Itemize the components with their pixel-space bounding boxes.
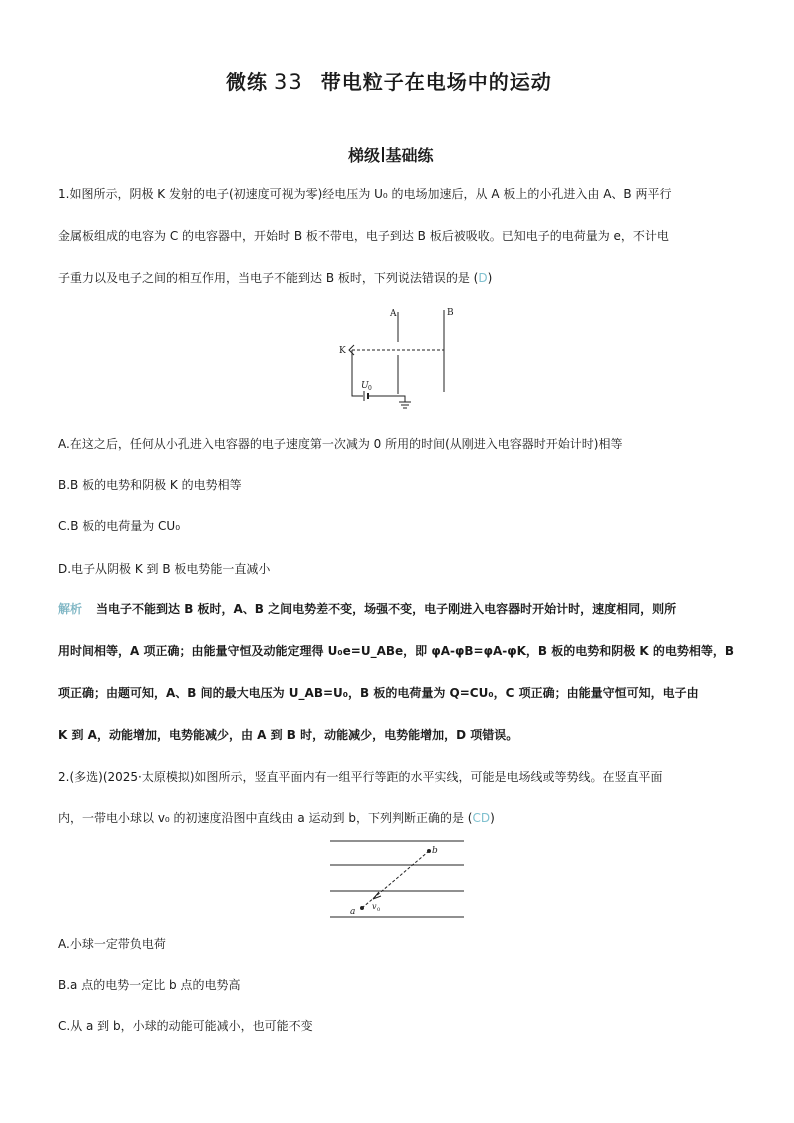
label-u: U — [361, 381, 369, 391]
q1-close: ) — [487, 271, 493, 285]
point-b — [427, 849, 431, 853]
q1-line-1: 1.如图所示，阴极 K 发射的电子(初速度可视为零)经电压为 U₀ 的电场加速后，从 A 板上的小孔进入由 A、B 两平行 — [58, 187, 672, 201]
section-heading — [348, 143, 434, 166]
solution-label: 解析 — [58, 602, 83, 616]
section-right: 基础练 — [385, 146, 434, 165]
q2-close: ) — [490, 811, 495, 825]
q1-solution-line-4: K 到 A，动能增加，电势能减少，由 A 到 B 时，动能减少，电势能增加，D 项错误。 — [58, 728, 519, 742]
page-title — [226, 66, 552, 95]
section-left: 梯级 — [348, 146, 381, 165]
solution-text-1: 当电子不能到达 B 板时，A、B 之间电势差不变，场强不变，电子刚进入电容器时开始计时，速度相同，则所 — [96, 602, 677, 616]
wire-right — [369, 396, 405, 402]
label-k: K — [339, 346, 346, 356]
q1-line-2: 金属板组成的电容为 C 的电容器中，开始时 B 板不带电，电子到达 B 板后被吸收。已知电子的电荷量为 e，不计电 — [58, 229, 669, 243]
section-divider — [382, 147, 384, 162]
label-a: a — [350, 907, 356, 917]
title-prefix: 微练 — [226, 70, 268, 94]
q1-option-b: B.B 板的电势和阴极 K 的电势相等 — [58, 478, 242, 492]
label-v-sub: 0 — [377, 907, 381, 913]
q2-figure — [328, 838, 468, 920]
q2-option-b: B.a 点的电势一定比 b 点的电势高 — [58, 978, 241, 992]
label-b: B — [447, 308, 454, 318]
title-number: 33 — [274, 70, 303, 94]
label-b: b — [432, 846, 438, 856]
q2-line-2-text: 内，一带电小球以 v₀ 的初速度沿图中直线由 a 运动到 b，下列判断正确的是 ( — [58, 811, 473, 825]
trajectory-line — [362, 851, 429, 908]
q1-line-3 — [58, 270, 492, 286]
velocity-arrow — [373, 892, 381, 899]
label-u-sub: 0 — [368, 385, 372, 392]
q1-option-d: D.电子从阴极 K 到 B 板电势能一直减小 — [58, 562, 271, 576]
point-a — [360, 906, 364, 910]
q1-line-3-text: 子重力以及电子之间的相互作用，当电子不能到达 B 板时，下列说法错误的是 ( — [58, 271, 479, 285]
q2-option-c: C.从 a 到 b，小球的动能可能减小，也可能不变 — [58, 1019, 313, 1033]
q1-option-a: A.在这之后，任何从小孔进入电容器的电子速度第一次减为 0 所用的时间(从刚进入电容器时开始计时)相等 — [58, 437, 623, 451]
q2-line-2 — [58, 810, 495, 826]
q1-solution-line-1 — [58, 601, 676, 617]
q2-answer: CD — [472, 811, 491, 825]
q2-option-a: A.小球一定带负电荷 — [58, 937, 166, 951]
label-a: A — [390, 309, 397, 319]
label-v: v — [372, 902, 377, 911]
q1-answer: D — [478, 271, 488, 285]
q1-solution-line-3: 项正确；由题可知，A、B 间的最大电压为 U_AB=U₀，B 板的电荷量为 Q=CU₀，C 项正确；由能量守恒可知，电子由 — [58, 686, 699, 700]
q2-line-1: 2.(多选)(2025·太原模拟)如图所示，竖直平面内有一组平行等距的水平实线，可能是电场线或等势线。在竖直平面 — [58, 770, 663, 784]
q1-solution-line-2: 用时间相等，A 项正确；由能量守恒及动能定理得 U₀e=U_ABe，即 φA-φB=φA-φK，B 板的电势和阴极 K 的电势相等，B — [58, 644, 735, 658]
q1-option-c: C.B 板的电荷量为 CU₀ — [58, 519, 181, 533]
title-text: 带电粒子在电场中的运动 — [320, 70, 552, 94]
q1-figure — [335, 300, 460, 412]
